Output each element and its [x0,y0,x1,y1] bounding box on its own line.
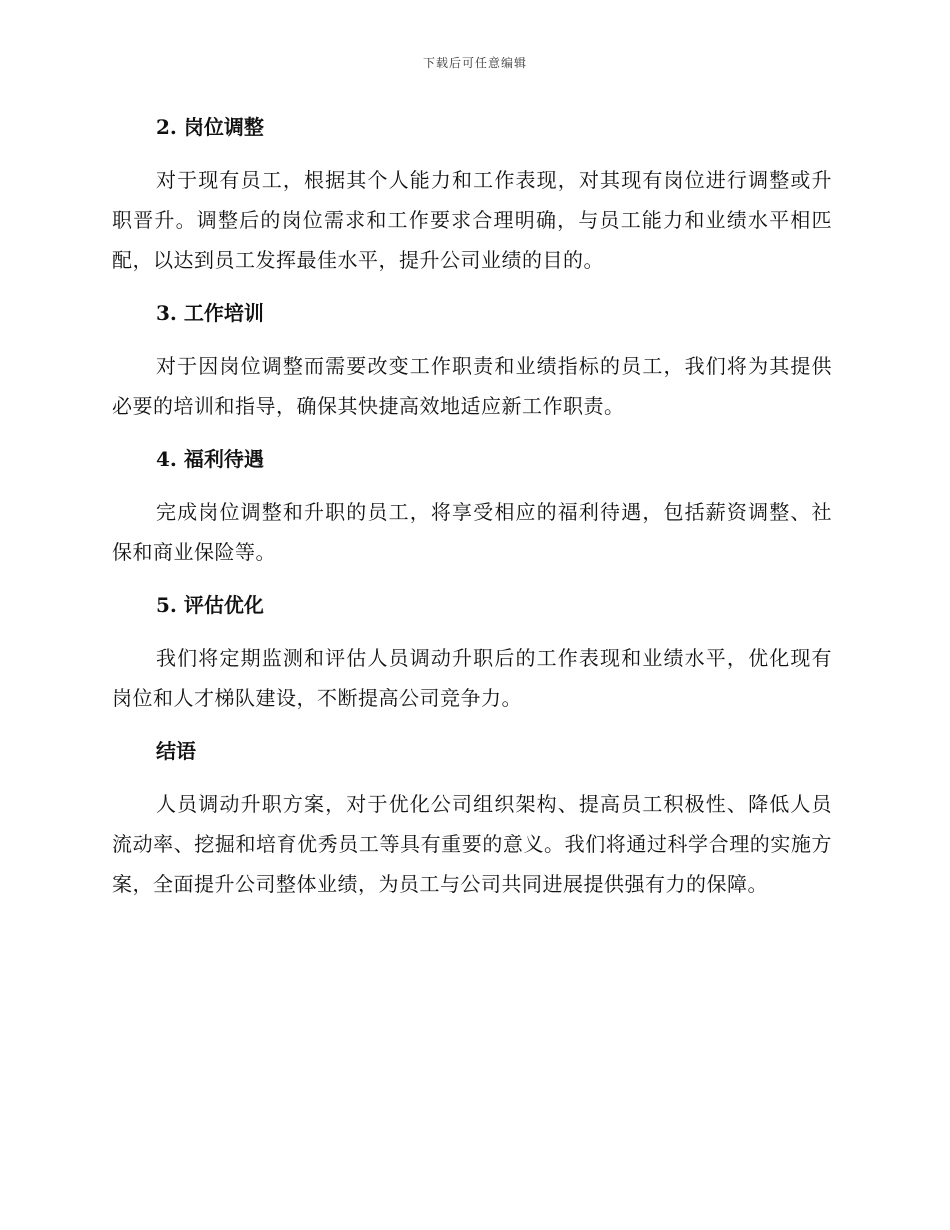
section-position-adjustment [112,108,832,280]
section-paragraph: 我们将定期监测和评估人员调动升职后的工作表现和业绩水平，优化现有岗位和人才梯队建设，不断提高公司竞争力。 [112,646,832,710]
section-job-training [112,294,832,426]
page-header: 下载后可任意编辑 [422,56,527,70]
section-paragraph: 对于因岗位调整而需要改变工作职责和业绩指标的员工，我们将为其提供必要的培训和指导，确保其快捷高效地适应新工作职责。 [112,354,832,418]
document-body [112,108,832,918]
section-evaluation-optimization [112,586,832,718]
section-conclusion [112,732,832,904]
section-heading: 结语 [156,739,196,763]
section-welfare-benefits [112,440,832,572]
section-heading: 5. 评估优化 [156,593,264,617]
section-paragraph: 对于现有员工，根据其个人能力和工作表现，对其现有岗位进行调整或升职晋升。调整后的岗位需求和工作要求合理明确，与员工能力和业绩水平相匹配，以达到员工发挥最佳水平，提升公司业绩的目的。 [112,168,832,272]
section-heading: 2. 岗位调整 [156,115,264,139]
section-paragraph: 完成岗位调整和升职的员工，将享受相应的福利待遇，包括薪资调整、社保和商业保险等。 [112,500,832,564]
section-heading: 3. 工作培训 [156,301,264,325]
section-heading: 4. 福利待遇 [156,447,264,471]
section-paragraph: 人员调动升职方案，对于优化公司组织架构、提高员工积极性、降低人员流动率、挖掘和培育优秀员工等具有重要的意义。我们将通过科学合理的实施方案，全面提升公司整体业绩，为员工与公司共同进展提供强有力的保障。 [112,792,832,896]
